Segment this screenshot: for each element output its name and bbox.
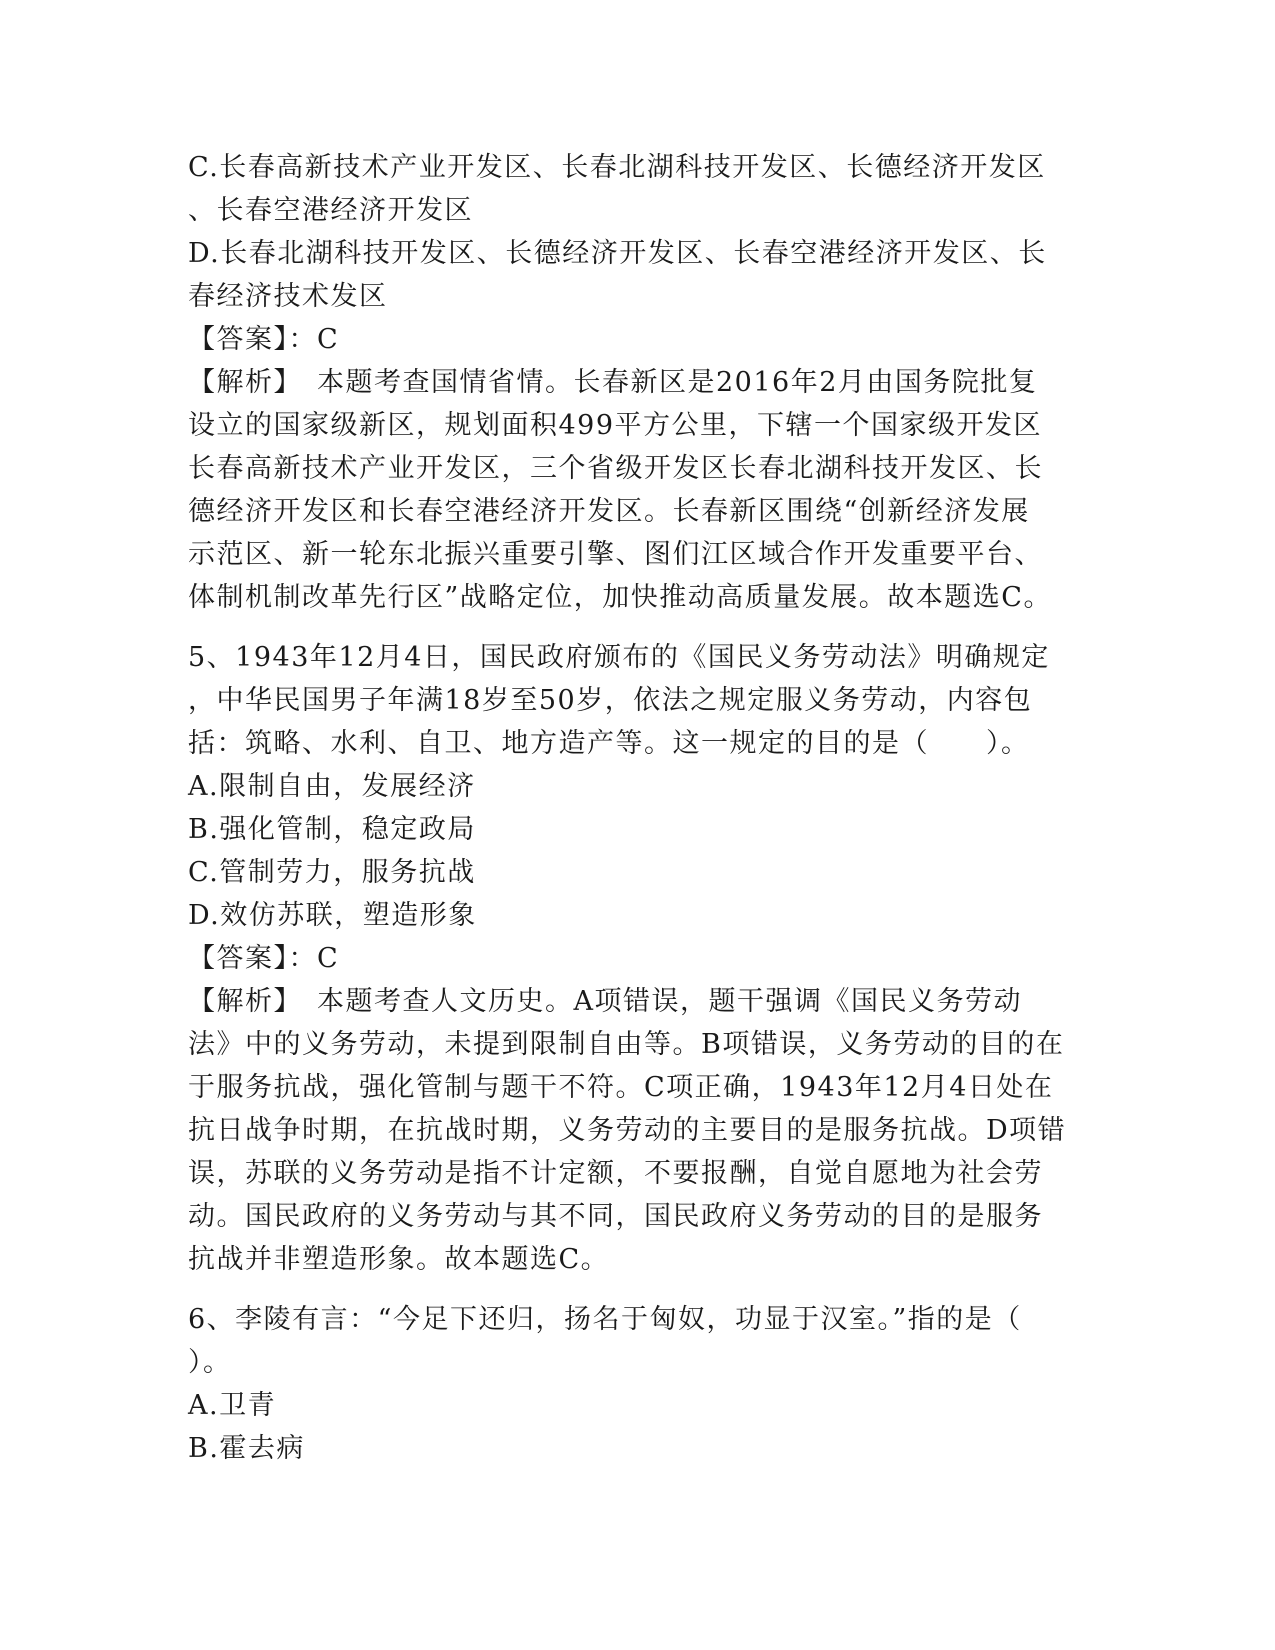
question-stem-line: 括：筑略、水利、自卫、地方造产等。这一规定的目的是（ ）。 [188, 728, 1030, 759]
question-5 [188, 636, 1068, 1281]
analysis-line: 抗战并非塑造形象。故本题选C。 [188, 1244, 610, 1275]
block-spacer [188, 619, 1068, 636]
analysis-line: 长春高新技术产业开发区，三个省级开发区长春北湖科技开发区、长 [188, 453, 1043, 484]
block-spacer [188, 1281, 1068, 1298]
analysis-line: 【解析】 本题考查人文历史。A项错误，题干强调《国民义务劳动 [188, 986, 1022, 1017]
analysis-line: 法》中的义务劳动，未提到限制自由等。B项错误，义务劳动的目的在 [188, 1029, 1065, 1060]
question-stem-line: ，中华民国男子年满18岁至50岁，依法之规定服义务劳动，内容包 [188, 685, 1033, 716]
answer-line: 【答案】：C [188, 324, 340, 355]
analysis-line: 动。国民政府的义务劳动与其不同，国民政府义务劳动的目的是服务 [188, 1201, 1043, 1232]
analysis-line: 抗日战争时期，在抗战时期，义务劳动的主要目的是服务抗战。D项错 [188, 1115, 1067, 1146]
question-stem-line: 6、李陵有言：“今足下还归，扬名于匈奴，功显于汉室。”指的是（ [188, 1304, 1022, 1335]
option-c-line-2: 、长春空港经济开发区 [188, 195, 473, 226]
question-4-tail [188, 146, 1068, 619]
option-b: B.强化管制，稳定政局 [188, 814, 476, 845]
answer-line: 【答案】：C [188, 943, 340, 974]
analysis-line: 体制机制改革先行区”战略定位，加快推动高质量发展。故本题选C。 [188, 582, 1052, 613]
analysis-line: 【解析】 本题考查国情省情。长春新区是2016年2月由国务院批复 [188, 367, 1038, 398]
analysis-line: 误，苏联的义务劳动是指不计定额，不要报酬，自觉自愿地为社会劳 [188, 1158, 1043, 1189]
option-c-line-1: C.长春高新技术产业开发区、长春北湖科技开发区、长德经济开发区 [188, 152, 1046, 183]
option-d-line-1: D.长春北湖科技开发区、长德经济开发区、长春空港经济开发区、长 [188, 238, 1047, 269]
analysis-line: 于服务抗战，强化管制与题干不符。C项正确，1943年12月4日处在 [188, 1072, 1054, 1103]
analysis-line: 示范区、新一轮东北振兴重要引擎、图们江区域合作开发重要平台、 [188, 539, 1043, 570]
option-d: D.效仿苏联，塑造形象 [188, 900, 477, 931]
question-stem-line: 5、1943年12月4日，国民政府颁布的《国民义务劳动法》明确规定 [188, 642, 1050, 673]
option-b: B.霍去病 [188, 1433, 305, 1464]
analysis-line: 德经济开发区和长春空港经济开发区。长春新区围绕“创新经济发展 [188, 496, 1030, 527]
option-a: A.卫青 [188, 1390, 277, 1421]
option-a: A.限制自由，发展经济 [188, 771, 476, 802]
option-c: C.管制劳力，服务抗战 [188, 857, 476, 888]
option-d-line-2: 春经济技术发区 [188, 281, 388, 312]
analysis-line: 设立的国家级新区，规划面积499平方公里，下辖一个国家级开发区 [188, 410, 1043, 441]
document-page [188, 146, 1068, 1470]
question-6 [188, 1298, 1068, 1470]
question-stem-line: ）。 [188, 1347, 232, 1378]
